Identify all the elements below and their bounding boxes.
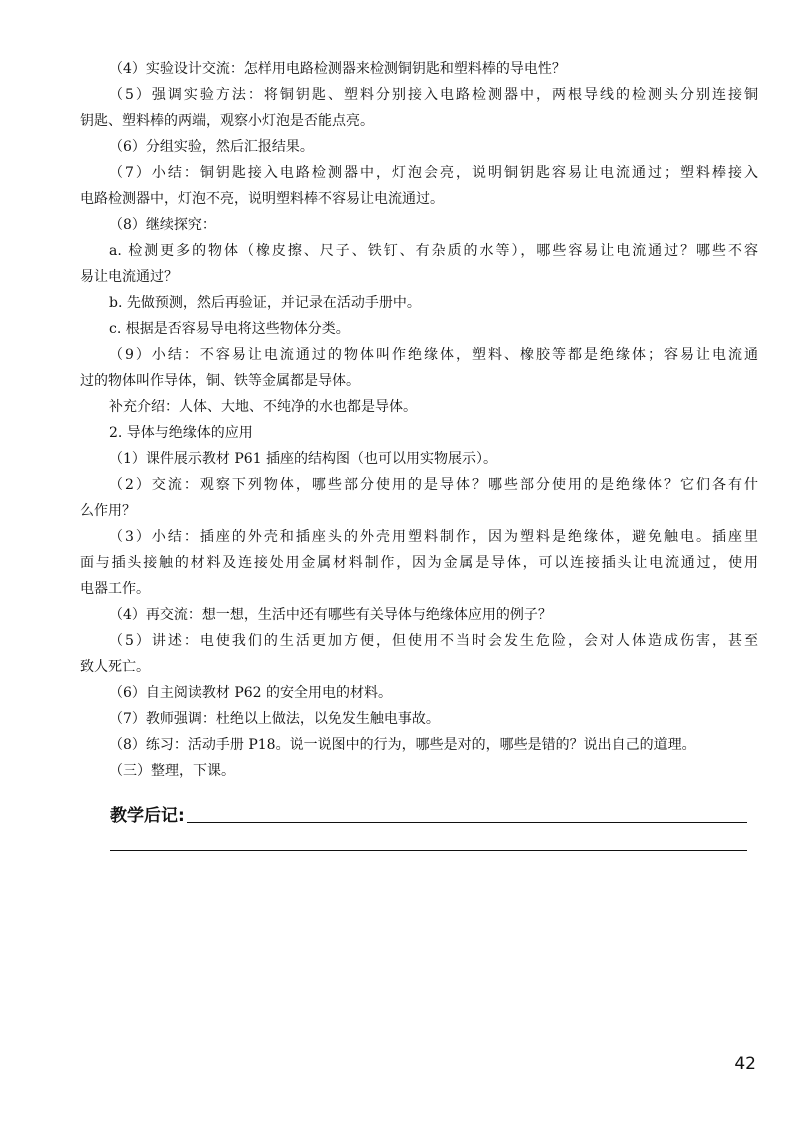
document-body [80, 56, 758, 784]
text-line: 钥匙、塑料棒的两端，观察小灯泡是否能点亮。 [80, 113, 374, 129]
text-line: （三）整理，下课。 [109, 763, 235, 779]
text-line: （6）自主阅读教材 P62 的安全用电的材料。 [109, 685, 393, 701]
text-line: （9）小结：不容易让电流通过的物体叫作绝缘体，塑料、橡胶等都是绝缘体；容易让电流通 [109, 347, 758, 363]
text-line: 补充介绍：人体、大地、不纯净的水也都是导体。 [109, 399, 417, 415]
text-line: 易让电流通过？ [80, 269, 178, 285]
text-line: （3）小结：插座的外壳和插座头的外壳用塑料制作，因为塑料是绝缘体，避免触电。插座里 [109, 529, 758, 545]
text-line: 电器工作。 [80, 581, 150, 597]
text-line: a. 检测更多的物体（橡皮擦、尺子、铁钉、有杂质的水等），哪些容易让电流通过？哪些不容 [109, 243, 758, 259]
text-line: 2. 导体与绝缘体的应用 [109, 425, 253, 441]
text-line: （8）练习：活动手册 P18。说一说图中的行为，哪些是对的，哪些是错的？说出自己的道理。 [109, 737, 696, 753]
text-line: （4）实验设计交流：怎样用电路检测器来检测铜钥匙和塑料棒的导电性？ [109, 61, 566, 77]
text-line: （7）小结：铜钥匙接入电路检测器中，灯泡会亮，说明铜钥匙容易让电流通过；塑料棒接入 [109, 165, 758, 181]
notes-line-2 [110, 850, 747, 851]
text-line: 电路检测器中，灯泡不亮，说明塑料棒不容易让电流通过。 [80, 191, 444, 207]
text-line: 致人死亡。 [80, 659, 150, 675]
page-number: 42 [734, 1054, 756, 1074]
teaching-notes-title: 教学后记: [110, 806, 185, 826]
text-line: b. 先做预测，然后再验证，并记录在活动手册中。 [109, 295, 421, 311]
text-line: 过的物体叫作导体，铜、铁等金属都是导体。 [80, 373, 360, 389]
text-line: 面与插头接触的材料及连接处用金属材料制作，因为金属是导体，可以连接插头让电流通过，使用 [80, 555, 758, 571]
text-line: （8）继续探究： [109, 217, 216, 233]
teaching-notes-row [110, 800, 747, 826]
text-line: （5）讲述：电使我们的生活更加方便，但使用不当时会发生危险，会对人体造成伤害，甚至 [109, 633, 758, 649]
text-line: （4）再交流：想一想，生活中还有哪些有关导体与绝缘体应用的例子？ [109, 607, 552, 623]
text-line: c. 根据是否容易导电将这些物体分类。 [109, 321, 350, 337]
notes-line-1 [187, 822, 747, 823]
text-line: （6）分组实验，然后汇报结果。 [109, 139, 314, 155]
text-line: （5）强调实验方法：将铜钥匙、塑料分别接入电路检测器中，两根导线的检测头分别连接铜 [109, 87, 758, 103]
text-line: 么作用？ [80, 503, 136, 519]
text-line: （1）课件展示教材 P61 插座的结构图（也可以用实物展示）。 [109, 451, 498, 467]
text-line: （2）交流：观察下列物体，哪些部分使用的是导体？哪些部分使用的是绝缘体？它们各有什 [109, 477, 758, 493]
text-line: （7）教师强调：杜绝以上做法，以免发生触电事故。 [109, 711, 440, 727]
